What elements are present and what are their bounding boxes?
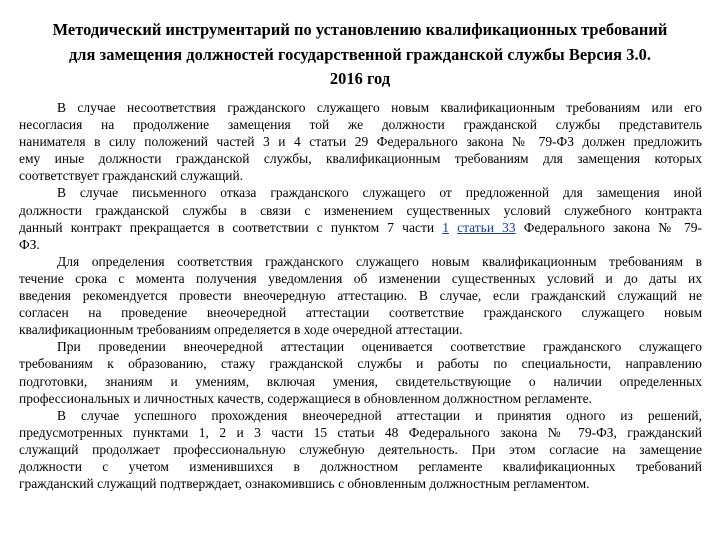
text-line: В случае успешного прохождения внеочередной аттестации и принятия одного из решений,: [57, 407, 702, 423]
text-line: подготовки, знаниям и умениям, включая умения, свидетельствующие о наличии определенных: [19, 373, 702, 389]
text-run: [449, 220, 457, 235]
paragraph-4: [19, 338, 702, 406]
text-line: соответствует гражданский служащий.: [19, 168, 244, 184]
text-run: данный контракт прекращается в соответствии с пунктом 7 части: [19, 219, 443, 235]
text-line: предусмотренных пунктами 1, 2 и 3 части 15 статьи 48 Федерального закона № 79-ФЗ, гражданский: [19, 424, 702, 440]
paragraph-1: [19, 99, 702, 184]
text-line: ему иные должности гражданской службы, квалификационным требованиям для замещения которых: [19, 151, 702, 167]
text-line: В случае несоответствия гражданского служащего новым квалификационным требованиям или его: [57, 100, 702, 115]
text-line: служащий продолжает профессиональную служебную деятельность. При этом согласие на замещение: [19, 441, 702, 457]
text-line: В случае письменного отказа гражданского служащего от предложенной для замещения иной: [57, 185, 702, 201]
title-line-2: для замещения должностей государственной гражданской службы Версия 3.0.: [68, 44, 652, 64]
paragraph-3: [19, 253, 702, 338]
text-line: течение срока с момента получения уведомления об изменении существенных условий и до даты их: [19, 270, 702, 286]
paragraph-2: [19, 184, 702, 252]
text-line: Для определения соответствия гражданского служащего новым квалификационным требованиям в: [57, 253, 702, 269]
text-line: несогласия на продолжение замещения той же должности гражданской службы представитель: [19, 117, 702, 133]
title-line-1: Методический инструментарий по установлению квалификационных требований: [52, 20, 668, 39]
text-line: должности гражданской службы в связи с изменением существенных условий служебного контракта: [19, 202, 702, 218]
text-line: согласен на проведение внеочередной аттестации соответствие гражданского служащего новым: [19, 305, 702, 321]
text-line: нанимателя в силу положений частей 3 и 4 статьи 29 Федерального закона № 79-ФЗ должен предложить: [19, 134, 702, 150]
text-line: квалификационным требованиям определяется в ходе очередной аттестации.: [19, 322, 463, 338]
text-line: требованиям к образованию, стажу гражданской службы и работы по специальности, направлению: [19, 356, 702, 372]
text-line: При проведении внеочередной аттестации оценивается соответствие гражданского служащего: [57, 339, 702, 355]
text-line: профессиональных и личностных качеств, содержащиеся в обновленном должностном регламенте.: [19, 390, 592, 406]
title-line-3: 2016 год: [329, 69, 391, 88]
paragraph-5: [19, 407, 702, 492]
law-part-link[interactable]: 1: [442, 219, 449, 235]
text-line: гражданский служащий подтверждает, ознакомившись с обновленным должностным регламентом.: [19, 476, 590, 492]
text-line: ФЗ.: [19, 236, 40, 252]
text-line: введения рекомендуется провести внеочередную аттестацию. В случае, если гражданский служащий не: [19, 288, 702, 304]
document-body: [19, 99, 702, 492]
text-line: должности с учетом изменившихся в должностном регламенте квалификационных требований: [19, 458, 702, 474]
text-line-with-links: [19, 219, 702, 236]
text-run: Федерального закона № 79-: [515, 219, 702, 235]
page-title: [14, 18, 706, 92]
law-article-link[interactable]: статьи 33: [457, 219, 516, 235]
